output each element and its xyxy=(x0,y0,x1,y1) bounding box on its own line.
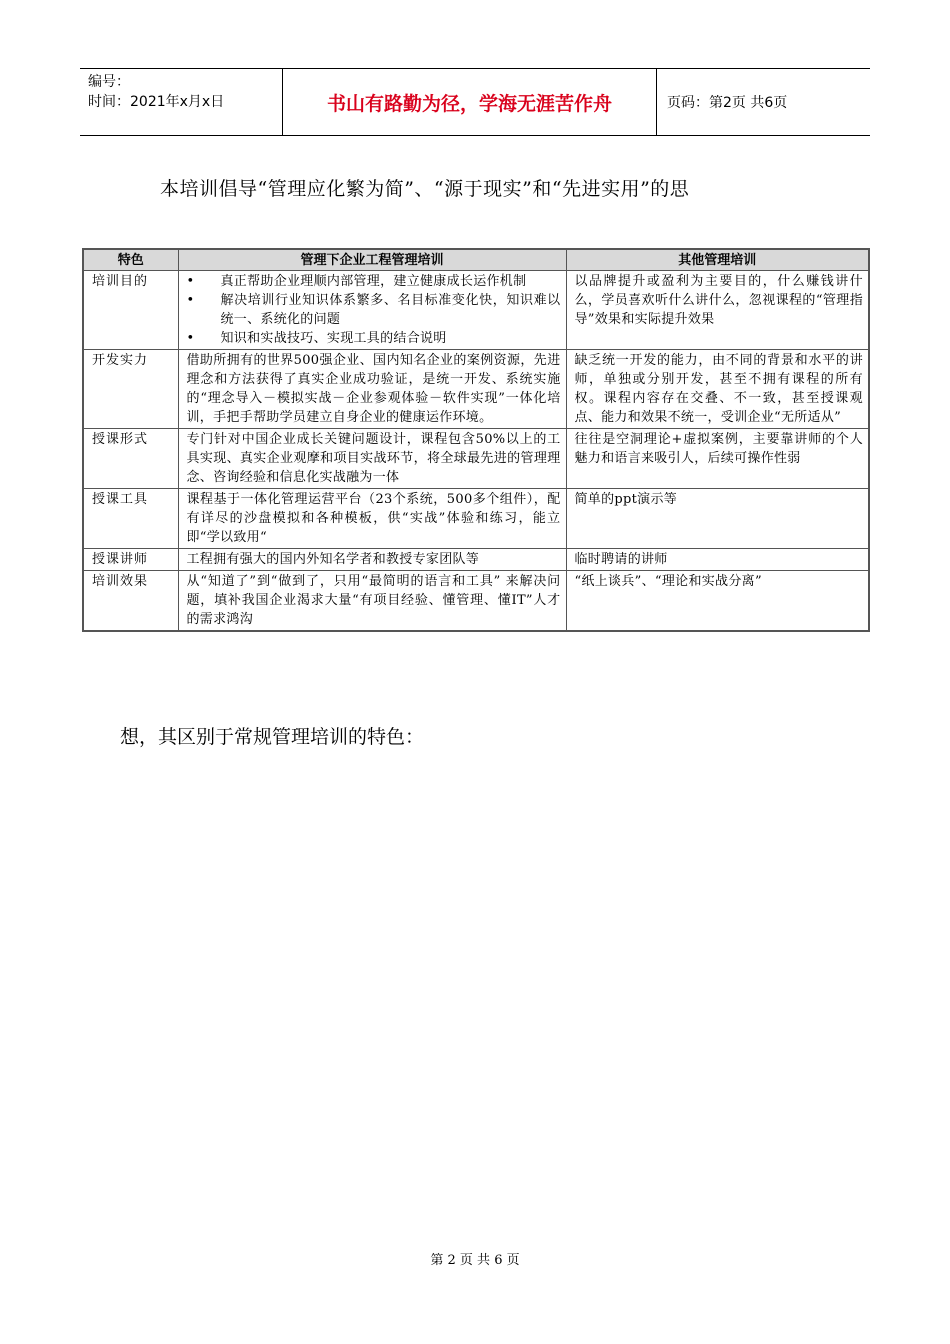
row-other-cell: 临时聘请的讲师 xyxy=(566,549,869,571)
row-ours-cell: 借助所拥有的世界500强企业、国内知名企业的案例资源，先进理念和方法获得了真实企业成功验证，是统一开发、系统实施的“理念导入－模拟实战－企业参观体验－软件实现”一体化培训，手把手帮助学员建立自身企业的健康运作环境。 xyxy=(178,350,566,429)
row-ours-cell: 课程基于一体化管理运营平台（23个系统，500多个组件），配有详尽的沙盘模拟和各种模板，供“实战”体验和练习，能立即“学以致用“ xyxy=(178,489,566,549)
document-time-label: 时间：2021年x月x日 xyxy=(88,94,225,110)
row-other-cell: 往往是空洞理论+虚拟案例，主要靠讲师的个人魅力和语言来吸引人，后续可操作性弱 xyxy=(566,429,869,489)
table-row xyxy=(83,350,869,429)
row-feature: 开发实力 xyxy=(83,350,178,429)
table-row xyxy=(83,429,869,489)
intro-paragraph: 本培训倡导“管理应化繁为简”、“源于现实”和“先进实用”的思 xyxy=(160,178,690,200)
row-other-cell: 以品牌提升或盈利为主要目的，什么赚钱讲什么，学员喜欢听什么讲什么，忽视课程的“管理指导”效果和实际提升效果 xyxy=(566,271,869,350)
row-other-cell: “纸上谈兵”、“理论和实战分离” xyxy=(566,571,869,632)
page-footer: 第 2 页 共 6 页 xyxy=(430,1253,520,1268)
header-info xyxy=(80,69,283,135)
table-row xyxy=(83,549,869,571)
table-row xyxy=(83,271,869,350)
list-item: • 知识和实战技巧、实现工具的结合说明 xyxy=(187,329,561,348)
row-feature: 授课讲师 xyxy=(83,549,178,571)
header-page-label: 页码：第2页 共6页 xyxy=(667,95,788,111)
column-header-feature: 特色 xyxy=(83,249,178,271)
row-other-cell: 缺乏统一开发的能力，由不同的背景和水平的讲师，单独或分别开发，甚至不拥有课程的所有权。课程内容存在交叠、不一致，甚至授课观点、能力和效果不统一，受训企业“无所适从” xyxy=(566,350,869,429)
column-header-other: 其他管理培训 xyxy=(566,249,869,271)
row-ours-cell: 从“知道了”到“做到了，只用“最简明的语言和工具” 来解决问题，填补我国企业渴求大量“有项目经验、懂管理、懂IT”人才的需求鸿沟 xyxy=(178,571,566,632)
row-ours-cell xyxy=(178,271,566,350)
list-item: • 真正帮助企业理顺内部管理，建立健康成长运作机制 xyxy=(187,272,561,291)
row-feature: 培训效果 xyxy=(83,571,178,632)
comparison-table xyxy=(82,248,870,632)
purpose-bullet-list xyxy=(187,272,561,348)
table-header-row xyxy=(83,249,869,271)
table-row xyxy=(83,489,869,549)
row-other-cell: 简单的ppt演示等 xyxy=(566,489,869,549)
document-number-label: 编号： xyxy=(88,74,130,90)
row-feature: 授课工具 xyxy=(83,489,178,549)
list-item: • 解决培训行业知识体系繁多、名目标准变化快，知识难以统一、系统化的问题 xyxy=(187,291,561,329)
row-ours-cell: 工程拥有强大的国内外知名学者和教授专家团队等 xyxy=(178,549,566,571)
closing-paragraph: 想，其区别于常规管理培训的特色： xyxy=(120,726,425,748)
column-header-ours: 管理下企业工程管理培训 xyxy=(178,249,566,271)
page-header xyxy=(80,68,870,136)
table-row xyxy=(83,571,869,632)
row-feature: 培训目的 xyxy=(83,271,178,350)
row-feature: 授课形式 xyxy=(83,429,178,489)
header-motto: 书山有路勤为径，学海无涯苦作舟 xyxy=(283,69,657,135)
row-ours-cell: 专门针对中国企业成长关键问题设计，课程包含50%以上的工具实现、真实企业观摩和项目实战环节，将全球最先进的管理理念、咨询经验和信息化实战融为一体 xyxy=(178,429,566,489)
